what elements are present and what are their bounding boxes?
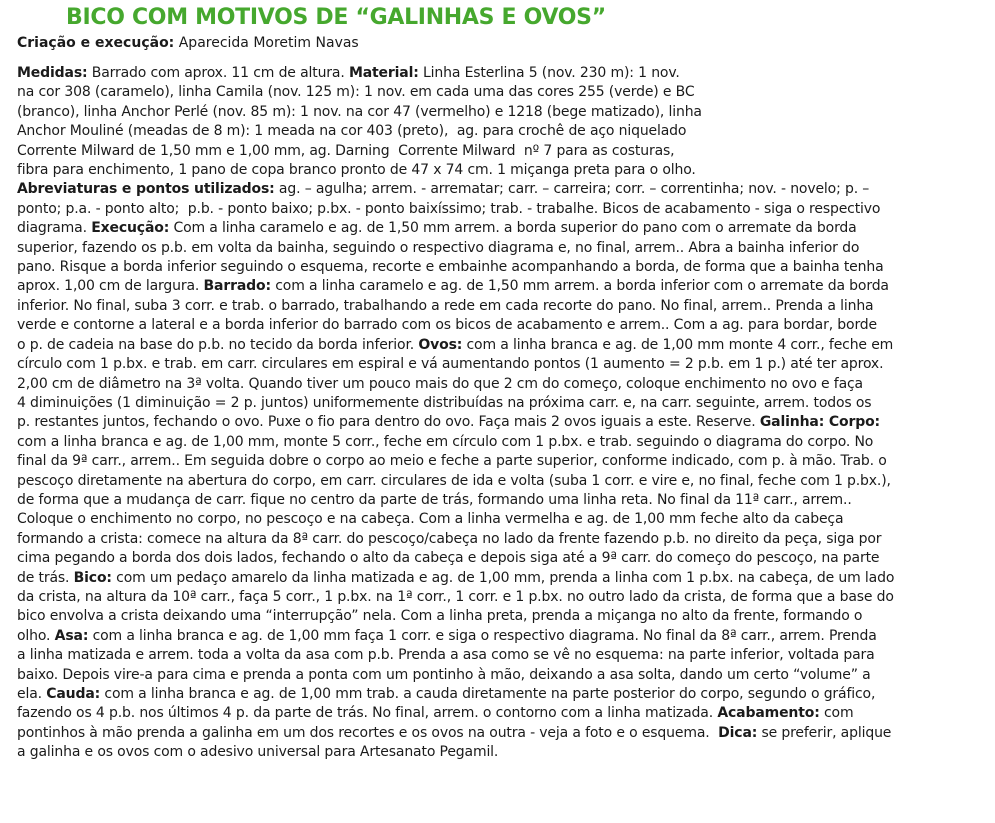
text-run: diagrama.	[17, 220, 92, 237]
text-run: p. restantes juntos, fechando o ovo. Puxe o fio para dentro do ovo. Faça mais 2 ovos iguais a este. Reserve.	[17, 414, 760, 431]
text-line	[17, 355, 894, 374]
text-run: com a linha branca e ag. de 1,00 mm faça 1 corr. e siga o respectivo diagrama. No final da 8ª carr., arrem. Prenda	[88, 627, 877, 644]
text-run: Linha Esterlina 5 (nov. 230 m): 1 nov.	[418, 65, 680, 81]
section-heading: Barrado:	[203, 278, 271, 295]
text-run: baixo. Depois vire-a para cima e prenda a ponta com um pontinho à mão, deixando a asa solta, dando um certo “volume” a	[17, 666, 871, 683]
text-run: Anchor Mouliné (meadas de 8 m): 1 meada na cor 403 (preto), ag. para crochê de aço niquelado	[17, 123, 687, 140]
text-line	[17, 83, 894, 102]
text-line	[17, 433, 894, 452]
text-line	[17, 297, 894, 316]
text-line	[17, 627, 894, 646]
text-line	[17, 743, 894, 762]
text-line	[17, 161, 894, 180]
text-line	[17, 375, 894, 394]
text-line	[17, 394, 894, 413]
text-line	[17, 239, 894, 258]
text-run: bico envolva a crista deixando uma “interrupção” nela. Com a linha preta, prenda a miçanga no alto da frente, formando o	[17, 608, 863, 625]
text-run: superior, fazendo os p.b. em volta da bainha, seguindo o respectivo diagrama e, no final, arrem.. Abra a bainha inferior do	[17, 239, 860, 256]
text-run: com a linha branca e ag. de 1,00 mm monte 4 corr., feche em	[462, 336, 894, 353]
text-run: final da 9ª carr., arrem.. Em seguida dobre o corpo ao meio e feche a parte superior, conforme indicado, com p. à mão. Trab. o	[17, 453, 887, 470]
text-line	[17, 142, 894, 161]
text-line	[17, 724, 894, 743]
text-run: verde e contorne a lateral e a borda inferior do barrado com os bicos de acabamento e arrem.. Com a ag. para bordar, borde	[17, 317, 878, 334]
article-title: BICO COM MOTIVOS DE “GALINHAS E OVOS”	[66, 5, 606, 30]
text-run: com a linha branca e ag. de 1,00 mm, monte 5 corr., feche em círculo com 1 p.bx. e trab. seguindo o diagrama do corpo. No	[17, 433, 874, 450]
text-run: Com a linha caramelo e ag. de 1,50 mm arrem. a borda superior do pano com o arremate da borda	[169, 220, 857, 237]
instructions-body	[17, 64, 894, 763]
text-line	[17, 219, 894, 238]
text-run: com a linha branca e ag. de 1,00 mm trab. a cauda diretamente na parte posterior do corpo, segundo o gráfico,	[100, 686, 876, 702]
text-run: Coloque o enchimento no corpo, no pescoço e na cabeça. Com a linha vermelha e ag. de 1,00 mm feche alto da cabeça	[17, 511, 844, 528]
text-line	[17, 607, 894, 626]
section-heading: Bico:	[73, 569, 112, 586]
text-run: inferior. No final, suba 3 corr. e trab. o barrado, trabalhando a rede em cada recorte do pano. No final, arrem.. Prenda a linha	[17, 297, 874, 314]
text-run: pescoço diretamente na abertura do corpo, em carr. circulares de ida e volta (suba 1 corr. e vire e, no final, feche com 1 p.bx.),	[17, 472, 891, 489]
credit-name: Aparecida Moretim Navas	[174, 35, 359, 51]
text-line	[17, 666, 894, 685]
text-run: cima pegando a borda dos dois lados, fechando o alto da cabeça e depois siga até a 9ª carr. do começo do pescoço, na parte	[17, 550, 880, 567]
text-line	[17, 316, 894, 335]
text-run: o p. de cadeia na base do p.b. no tecido da borda inferior.	[17, 336, 419, 353]
text-run: com	[819, 705, 854, 722]
section-heading: Dica:	[718, 724, 758, 741]
text-run: ela.	[17, 686, 47, 702]
text-run: aprox. 1,00 cm de largura.	[17, 278, 204, 295]
section-heading: Medidas:	[17, 65, 88, 81]
section-heading: Cauda:	[46, 686, 101, 702]
section-heading: Ovos:	[418, 336, 463, 353]
text-run: de forma que a mudança de carr. fique no centro da parte de trás, formando uma linha reta. No final da 11ª carr., arrem..	[17, 491, 852, 508]
text-run: círculo com 1 p.bx. e trab. em carr. circulares em espiral e vá aumentando pontos (1 aumento = 2 p.b. em 1 p.) até ter aprox.	[17, 356, 884, 373]
section-heading: Acabamento:	[717, 705, 820, 722]
text-run: ag. – agulha; arrem. - arrematar; carr. – carreira; corr. – correntinha; nov. - novelo; p. –	[274, 181, 870, 198]
text-line	[17, 180, 894, 199]
text-line	[17, 491, 894, 510]
author-credit	[17, 34, 359, 52]
text-line	[17, 472, 894, 491]
text-run: a galinha e os ovos com o adesivo universal para Artesanato Pegamil.	[17, 744, 499, 761]
text-line	[17, 549, 894, 568]
text-line	[17, 413, 894, 432]
text-run: de trás.	[17, 569, 74, 586]
text-line	[17, 452, 894, 471]
text-line	[17, 277, 894, 296]
text-run: a linha matizada e arrem. toda a volta da asa com p.b. Prenda a asa como se vê no esquema: na parte inferior, voltada para	[17, 647, 875, 664]
text-line	[17, 122, 894, 141]
text-line	[17, 64, 894, 83]
text-line	[17, 103, 894, 122]
text-line	[17, 704, 894, 723]
text-line	[17, 530, 894, 549]
text-run: (branco), linha Anchor Perlé (nov. 85 m): 1 nov. na cor 47 (vermelho) e 1218 (bege matizado), linha	[17, 103, 702, 120]
text-line	[17, 588, 894, 607]
text-line	[17, 258, 894, 277]
text-run: Corrente Milward de 1,50 mm e 1,00 mm, ag. Darning Corrente Milward nº 7 para as costuras,	[17, 142, 675, 159]
text-run: fibra para enchimento, 1 pano de copa branco pronto de 47 x 74 cm. 1 miçanga preta para o olho.	[17, 162, 696, 179]
text-run: 2,00 cm de diâmetro na 3ª volta. Quando tiver um pouco mais do que 2 cm do começo, coloque enchimento no ovo e faça	[17, 375, 863, 392]
section-heading: Material:	[348, 65, 419, 81]
text-run: olho.	[17, 627, 55, 644]
text-run: pano. Risque a borda inferior seguindo o esquema, recorte e embainhe acompanhando a borda, de forma que a bainha tenha	[17, 259, 884, 276]
text-line	[17, 336, 894, 355]
text-run: com a linha caramelo e ag. de 1,50 mm arrem. a borda inferior com o arremate da borda	[270, 278, 889, 295]
text-line	[17, 646, 894, 665]
text-run: fazendo os 4 p.b. nos últimos 4 p. da parte de trás. No final, arrem. o contorno com a linha matizada.	[17, 705, 718, 722]
credit-label: Criação e execução:	[17, 35, 175, 51]
text-line	[17, 200, 894, 219]
text-line	[17, 569, 894, 588]
text-run: com um pedaço amarelo da linha matizada e ag. de 1,00 mm, prenda a linha com 1 p.bx. na cabeça, de um lado	[111, 569, 895, 586]
text-run: Barrado com aprox. 11 cm de altura.	[87, 65, 349, 81]
section-heading: Galinha: Corpo:	[759, 414, 881, 431]
text-line	[17, 510, 894, 529]
text-run: formando a crista: comece na altura da 8ª carr. do pescoço/cabeça no lado da frente fazendo p.b. no direito da peça, siga por	[17, 530, 882, 547]
text-run: pontinhos à mão prenda a galinha em um dos recortes e os ovos na outra - veja a foto e o esquema.	[17, 724, 719, 741]
text-run: se preferir, aplique	[757, 724, 892, 741]
text-run: na cor 308 (caramelo), linha Camila (nov. 125 m): 1 nov. em cada uma das cores 255 (verde) e BC	[17, 84, 695, 101]
section-heading: Abreviaturas e pontos utilizados:	[17, 181, 275, 198]
text-run: ponto; p.a. - ponto alto; p.b. - ponto baixo; p.bx. - ponto baixíssimo; trab. - trabalhe. Bicos de acabamento - siga o respectivo	[17, 200, 881, 217]
text-run: da crista, na altura da 10ª carr., faça 5 corr., 1 p.bx. na 1ª corr., 1 corr. e 1 p.bx. no outro lado da crista, de forma que a base do	[17, 588, 894, 605]
text-run: 4 diminuições (1 diminuição = 2 p. juntos) uniformemente distribuídas na próxima carr. e, na carr. seguinte, arrem. todos os	[17, 394, 872, 411]
text-line	[17, 685, 894, 704]
section-heading: Asa:	[54, 627, 89, 644]
section-heading: Execução:	[91, 220, 170, 237]
